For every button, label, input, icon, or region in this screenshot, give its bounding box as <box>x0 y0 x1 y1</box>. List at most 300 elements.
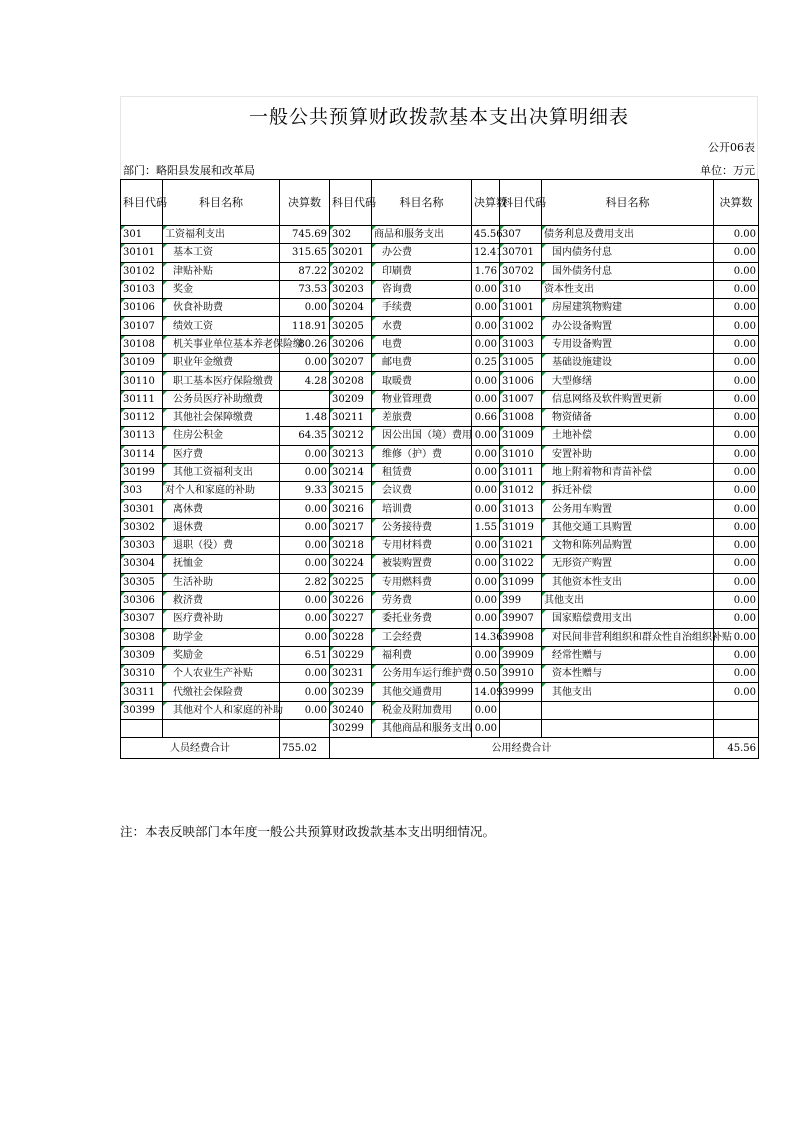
table-row <box>121 335 759 353</box>
cell-code: 31010 <box>500 445 542 463</box>
cell-name: 安置补助 <box>542 445 714 463</box>
cell-code: 30399 <box>121 701 163 719</box>
header-amount-1: 决算数 <box>280 180 330 226</box>
cell-amount: 0.00 <box>714 427 759 445</box>
cell-amount: 0.00 <box>714 683 759 701</box>
cell-amount: 0.00 <box>714 280 759 298</box>
cell-code: 30205 <box>330 317 372 335</box>
cell-name: 其他交通工具购置 <box>542 518 714 536</box>
cell-name: 无形资产购置 <box>542 555 714 573</box>
cell-amount: 0.00 <box>280 500 330 518</box>
cell-name: 津贴补贴 <box>163 262 280 280</box>
cell-amount: 0.00 <box>472 280 500 298</box>
cell-name: 公务用车运行维护费 <box>372 665 472 683</box>
cell-code: 31019 <box>500 518 542 536</box>
cell-code: 31021 <box>500 537 542 555</box>
cell-name: 对民间非营利组织和群众性自治组织补贴 <box>542 628 714 646</box>
cell-code <box>500 701 542 719</box>
cell-name: 公务用车购置 <box>542 500 714 518</box>
cell-amount: 118.91 <box>280 317 330 335</box>
cell-code: 30302 <box>121 518 163 536</box>
cell-code: 39907 <box>500 610 542 628</box>
cell-amount: 45.56 <box>472 226 500 244</box>
table-row <box>121 408 759 426</box>
cell-code: 30310 <box>121 665 163 683</box>
cell-name: 其他支出 <box>542 591 714 609</box>
cell-code: 30217 <box>330 518 372 536</box>
table-row <box>121 646 759 664</box>
cell-name: 物资储备 <box>542 408 714 426</box>
cell-name: 专用材料费 <box>372 537 472 555</box>
cell-name: 退休费 <box>163 518 280 536</box>
cell-name: 退职（役）费 <box>163 537 280 555</box>
cell-name: 基本工资 <box>163 244 280 262</box>
table-row <box>121 354 759 372</box>
table-row <box>121 573 759 591</box>
cell-name: 房屋建筑物购建 <box>542 299 714 317</box>
cell-code: 30306 <box>121 591 163 609</box>
table-row <box>121 445 759 463</box>
cell-name: 培训费 <box>372 500 472 518</box>
cell-name: 助学金 <box>163 628 280 646</box>
cell-code: 30101 <box>121 244 163 262</box>
cell-amount: 0.00 <box>472 463 500 481</box>
cell-name: 土地补偿 <box>542 427 714 445</box>
cell-amount: 0.00 <box>714 354 759 372</box>
cell-name: 机关事业单位基本养老保险缴 <box>163 335 280 353</box>
cell-code: 31011 <box>500 463 542 481</box>
cell-name: 住房公积金 <box>163 427 280 445</box>
cell-amount <box>714 701 759 719</box>
cell-amount: 0.00 <box>714 555 759 573</box>
cell-code: 31012 <box>500 482 542 500</box>
table-row <box>121 591 759 609</box>
cell-name: 对个人和家庭的补助 <box>163 482 280 500</box>
cell-name: 拆迁补偿 <box>542 482 714 500</box>
cell-amount: 0.00 <box>472 445 500 463</box>
personnel-total-value: 755.02 <box>280 738 330 759</box>
cell-name: 差旅费 <box>372 408 472 426</box>
cell-name: 大型修缮 <box>542 372 714 390</box>
cell-name: 资本性赠与 <box>542 665 714 683</box>
table-row <box>121 518 759 536</box>
cell-amount: 0.00 <box>472 720 500 738</box>
cell-amount: 73.53 <box>280 280 330 298</box>
cell-name: 文物和陈列品购置 <box>542 537 714 555</box>
cell-code: 30207 <box>330 354 372 372</box>
cell-code <box>121 720 163 738</box>
cell-amount: 0.00 <box>280 665 330 683</box>
cell-amount: 0.00 <box>714 408 759 426</box>
cell-code: 30208 <box>330 372 372 390</box>
cell-name: 信息网络及软件购置更新 <box>542 390 714 408</box>
cell-amount: 0.00 <box>714 573 759 591</box>
table-row <box>121 701 759 719</box>
cell-name: 奖励金 <box>163 646 280 664</box>
cell-amount: 87.22 <box>280 262 330 280</box>
header-code-1: 科目代码 <box>121 180 163 226</box>
footnote: 注：本表反映部门本年度一般公共预算财政拨款基本支出明细情况。 <box>120 824 496 839</box>
cell-name <box>542 701 714 719</box>
cell-code: 30108 <box>121 335 163 353</box>
cell-name: 被装购置费 <box>372 555 472 573</box>
cell-amount: 0.00 <box>472 610 500 628</box>
public-total-value: 45.56 <box>714 738 759 759</box>
header-code-3: 科目代码 <box>500 180 542 226</box>
cell-amount: 0.00 <box>714 500 759 518</box>
cell-amount: 1.55 <box>472 518 500 536</box>
cell-code: 30229 <box>330 646 372 664</box>
cell-code: 30114 <box>121 445 163 463</box>
table-row <box>121 244 759 262</box>
cell-amount: 1.76 <box>472 262 500 280</box>
cell-amount: 0.00 <box>280 463 330 481</box>
cell-name: 地上附着物和青苗补偿 <box>542 463 714 481</box>
cell-name: 邮电费 <box>372 354 472 372</box>
cell-amount: 14.09 <box>472 683 500 701</box>
cell-amount: 0.00 <box>472 427 500 445</box>
cell-name: 奖金 <box>163 280 280 298</box>
cell-amount: 0.00 <box>714 537 759 555</box>
cell-code: 30103 <box>121 280 163 298</box>
cell-code: 30309 <box>121 646 163 664</box>
cell-code: 30224 <box>330 555 372 573</box>
cell-code: 30214 <box>330 463 372 481</box>
cell-amount: 0.00 <box>280 591 330 609</box>
personnel-total-label: 人员经费合计 <box>121 738 280 759</box>
cell-amount: 0.00 <box>714 390 759 408</box>
cell-code: 30201 <box>330 244 372 262</box>
table-row <box>121 500 759 518</box>
cell-name: 福利费 <box>372 646 472 664</box>
cell-amount: 0.00 <box>714 226 759 244</box>
cell-amount: 0.25 <box>472 354 500 372</box>
cell-name: 办公设备购置 <box>542 317 714 335</box>
table-row <box>121 665 759 683</box>
cell-code: 30239 <box>330 683 372 701</box>
cell-code: 30211 <box>330 408 372 426</box>
cell-code: 31005 <box>500 354 542 372</box>
table-row <box>121 262 759 280</box>
cell-name: 离休费 <box>163 500 280 518</box>
cell-name: 债务利息及费用支出 <box>542 226 714 244</box>
cell-amount: 0.00 <box>472 555 500 573</box>
cell-name <box>163 720 280 738</box>
cell-name: 其他工资福利支出 <box>163 463 280 481</box>
cell-code: 30107 <box>121 317 163 335</box>
cell-amount: 0.00 <box>714 482 759 500</box>
cell-code: 31013 <box>500 500 542 518</box>
cell-code: 30304 <box>121 555 163 573</box>
header-name-3: 科目名称 <box>542 180 714 226</box>
header-amount-2: 决算数 <box>472 180 500 226</box>
cell-amount: 745.69 <box>280 226 330 244</box>
cell-amount: 0.00 <box>472 390 500 408</box>
cell-name: 委托业务费 <box>372 610 472 628</box>
cell-code: 302 <box>330 226 372 244</box>
cell-code: 30216 <box>330 500 372 518</box>
cell-code: 30301 <box>121 500 163 518</box>
cell-amount: 6.51 <box>280 646 330 664</box>
table-row <box>121 720 759 738</box>
cell-code: 399 <box>500 591 542 609</box>
table-row <box>121 317 759 335</box>
expenditure-table <box>120 179 759 759</box>
cell-amount: 0.00 <box>472 701 500 719</box>
cell-name: 办公费 <box>372 244 472 262</box>
cell-code: 30307 <box>121 610 163 628</box>
cell-code: 30215 <box>330 482 372 500</box>
cell-code: 30206 <box>330 335 372 353</box>
cell-code: 39908 <box>500 628 542 646</box>
cell-amount: 0.00 <box>714 628 759 646</box>
table-row <box>121 683 759 701</box>
cell-amount: 1.48 <box>280 408 330 426</box>
cell-name: 取暖费 <box>372 372 472 390</box>
cell-name: 印刷费 <box>372 262 472 280</box>
cell-name: 职业年金缴费 <box>163 354 280 372</box>
header-code-2: 科目代码 <box>330 180 372 226</box>
table-row <box>121 372 759 390</box>
cell-name: 代缴社会保险费 <box>163 683 280 701</box>
cell-amount: 0.00 <box>472 537 500 555</box>
unit-label: 单位：万元 <box>700 164 755 177</box>
table-row <box>121 463 759 481</box>
cell-name: 因公出国（境）费用 <box>372 427 472 445</box>
cell-amount: 2.82 <box>280 573 330 591</box>
cell-amount: 0.00 <box>280 555 330 573</box>
cell-code: 30701 <box>500 244 542 262</box>
cell-amount: 14.36 <box>472 628 500 646</box>
cell-amount: 0.00 <box>472 646 500 664</box>
cell-code: 30299 <box>330 720 372 738</box>
cell-amount: 0.00 <box>280 537 330 555</box>
cell-amount: 0.00 <box>280 701 330 719</box>
cell-name: 公务接待费 <box>372 518 472 536</box>
cell-name: 国内债务付息 <box>542 244 714 262</box>
cell-amount: 0.50 <box>472 665 500 683</box>
cell-amount: 9.33 <box>280 482 330 500</box>
cell-name: 公务员医疗补助缴费 <box>163 390 280 408</box>
cell-code: 30228 <box>330 628 372 646</box>
cell-code <box>500 720 542 738</box>
cell-code: 30311 <box>121 683 163 701</box>
cell-amount: 0.00 <box>280 628 330 646</box>
cell-name: 劳务费 <box>372 591 472 609</box>
cell-amount: 0.00 <box>714 299 759 317</box>
cell-name: 其他资本性支出 <box>542 573 714 591</box>
cell-name: 咨询费 <box>372 280 472 298</box>
cell-amount: 0.00 <box>472 591 500 609</box>
cell-code: 301 <box>121 226 163 244</box>
cell-name: 维修（护）费 <box>372 445 472 463</box>
cell-amount <box>280 390 330 408</box>
cell-amount: 0.00 <box>280 445 330 463</box>
cell-code: 303 <box>121 482 163 500</box>
cell-amount: 0.00 <box>280 354 330 372</box>
cell-code: 30209 <box>330 390 372 408</box>
department-label: 部门：略阳县发展和改革局 <box>123 164 255 177</box>
cell-name: 国家赔偿费用支出 <box>542 610 714 628</box>
report-title: 一般公共预算财政拨款基本支出决算明细表 <box>248 106 629 128</box>
title-row <box>120 96 758 131</box>
cell-code: 39910 <box>500 665 542 683</box>
cell-amount: 0.00 <box>472 573 500 591</box>
cell-name: 经常性赠与 <box>542 646 714 664</box>
cell-code: 30113 <box>121 427 163 445</box>
header-amount-3: 决算数 <box>714 180 759 226</box>
cell-amount: 0.00 <box>280 518 330 536</box>
cell-code: 30112 <box>121 408 163 426</box>
table-row <box>121 537 759 555</box>
cell-amount: 0.00 <box>714 591 759 609</box>
cell-amount: 0.00 <box>280 683 330 701</box>
cell-amount: 0.00 <box>280 610 330 628</box>
cell-name: 其他社会保障缴费 <box>163 408 280 426</box>
cell-amount: 0.00 <box>714 665 759 683</box>
cell-code: 31022 <box>500 555 542 573</box>
cell-name: 物业管理费 <box>372 390 472 408</box>
cell-code: 30226 <box>330 591 372 609</box>
cell-name: 水费 <box>372 317 472 335</box>
cell-code: 31008 <box>500 408 542 426</box>
cell-code: 30204 <box>330 299 372 317</box>
cell-amount: 0.66 <box>472 408 500 426</box>
cell-code: 30240 <box>330 701 372 719</box>
cell-amount: 0.00 <box>714 335 759 353</box>
cell-amount: 12.41 <box>472 244 500 262</box>
header-name-1: 科目名称 <box>163 180 280 226</box>
cell-code: 30231 <box>330 665 372 683</box>
cell-name: 会议费 <box>372 482 472 500</box>
table-row <box>121 482 759 500</box>
cell-amount <box>714 720 759 738</box>
cell-name: 工资福利支出 <box>163 226 280 244</box>
table-row <box>121 610 759 628</box>
cell-amount: 0.00 <box>714 610 759 628</box>
cell-code: 30111 <box>121 390 163 408</box>
table-row <box>121 280 759 298</box>
cell-code: 31009 <box>500 427 542 445</box>
cell-amount: 0.00 <box>714 244 759 262</box>
header-name-2: 科目名称 <box>372 180 472 226</box>
cell-code: 30110 <box>121 372 163 390</box>
cell-amount: 0.00 <box>714 372 759 390</box>
cell-code: 30225 <box>330 573 372 591</box>
cell-amount: 0.00 <box>472 500 500 518</box>
cell-name: 抚恤金 <box>163 555 280 573</box>
cell-name: 救济费 <box>163 591 280 609</box>
cell-name: 医疗费补助 <box>163 610 280 628</box>
cell-name: 基础设施建设 <box>542 354 714 372</box>
report-page <box>120 96 758 759</box>
cell-amount: 0.00 <box>472 299 500 317</box>
cell-amount: 0.00 <box>472 317 500 335</box>
cell-name: 职工基本医疗保险缴费 <box>163 372 280 390</box>
cell-code: 30109 <box>121 354 163 372</box>
cell-name: 专用设备购置 <box>542 335 714 353</box>
cell-name: 其他支出 <box>542 683 714 701</box>
cell-amount: 4.28 <box>280 372 330 390</box>
cell-code: 31002 <box>500 317 542 335</box>
cell-code: 30218 <box>330 537 372 555</box>
cell-amount <box>280 720 330 738</box>
cell-amount: 0.00 <box>472 372 500 390</box>
cell-amount: 0.00 <box>472 335 500 353</box>
table-row <box>121 555 759 573</box>
table-row <box>121 390 759 408</box>
cell-amount: 0.00 <box>714 262 759 280</box>
cell-code: 30702 <box>500 262 542 280</box>
cell-amount: 315.65 <box>280 244 330 262</box>
cell-amount: 0.00 <box>714 646 759 664</box>
cell-name: 工会经费 <box>372 628 472 646</box>
cell-name: 税金及附加费用 <box>372 701 472 719</box>
cell-name: 生活补助 <box>163 573 280 591</box>
cell-name: 伙食补助费 <box>163 299 280 317</box>
cell-amount: 64.35 <box>280 427 330 445</box>
meta-row <box>120 157 758 179</box>
cell-amount: 0.00 <box>280 299 330 317</box>
cell-code: 31007 <box>500 390 542 408</box>
cell-code: 30303 <box>121 537 163 555</box>
table-code: 公开06表 <box>708 141 755 154</box>
cell-code: 30102 <box>121 262 163 280</box>
table-row <box>121 299 759 317</box>
cell-name <box>542 720 714 738</box>
table-header-row <box>121 180 759 226</box>
cell-code: 307 <box>500 226 542 244</box>
table-code-row <box>120 131 758 157</box>
cell-code: 31003 <box>500 335 542 353</box>
cell-name: 其他交通费用 <box>372 683 472 701</box>
cell-name: 其他对个人和家庭的补助 <box>163 701 280 719</box>
cell-name: 资本性支出 <box>542 280 714 298</box>
cell-code: 30203 <box>330 280 372 298</box>
cell-code: 30199 <box>121 463 163 481</box>
cell-code: 30213 <box>330 445 372 463</box>
cell-amount: 0.00 <box>714 317 759 335</box>
cell-name: 个人农业生产补贴 <box>163 665 280 683</box>
cell-code: 30212 <box>330 427 372 445</box>
cell-name: 专用燃料费 <box>372 573 472 591</box>
cell-code: 30305 <box>121 573 163 591</box>
cell-name: 绩效工资 <box>163 317 280 335</box>
cell-name: 医疗费 <box>163 445 280 463</box>
cell-name: 国外债务付息 <box>542 262 714 280</box>
cell-name: 其他商品和服务支出 <box>372 720 472 738</box>
cell-name: 电费 <box>372 335 472 353</box>
cell-code: 31006 <box>500 372 542 390</box>
totals-row <box>121 738 759 759</box>
cell-amount: 0.00 <box>472 482 500 500</box>
cell-code: 30202 <box>330 262 372 280</box>
table-row <box>121 226 759 244</box>
cell-code: 30308 <box>121 628 163 646</box>
cell-amount: 80.26 <box>280 335 330 353</box>
cell-code: 310 <box>500 280 542 298</box>
cell-amount: 0.00 <box>714 463 759 481</box>
cell-amount: 0.00 <box>714 445 759 463</box>
cell-code: 31099 <box>500 573 542 591</box>
table-row <box>121 628 759 646</box>
cell-name: 商品和服务支出 <box>372 226 472 244</box>
cell-code: 39999 <box>500 683 542 701</box>
public-total-label: 公用经费合计 <box>330 738 714 759</box>
cell-code: 31001 <box>500 299 542 317</box>
cell-code: 30227 <box>330 610 372 628</box>
cell-name: 租赁费 <box>372 463 472 481</box>
